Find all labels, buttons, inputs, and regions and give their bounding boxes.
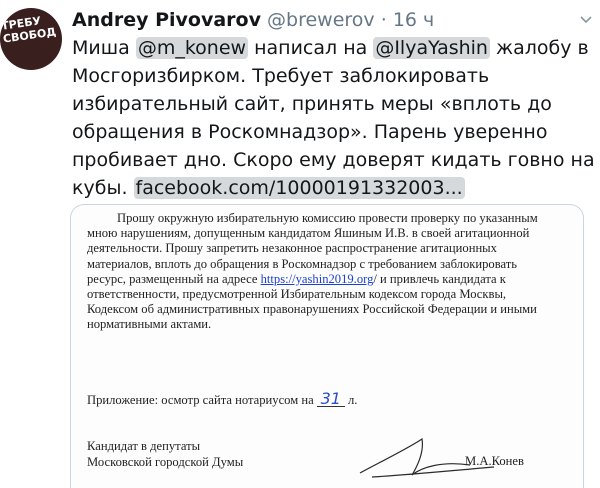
- signer-role-line: Московской городской Думы: [87, 455, 244, 469]
- tweet-time[interactable]: 16 ч: [392, 9, 435, 31]
- author-avatar[interactable]: [0, 8, 62, 70]
- header-separator: ·: [380, 9, 387, 31]
- tweet-text-part: написал на: [248, 37, 374, 59]
- document-scan: [87, 211, 557, 469]
- attachment-label: Приложение: осмотр сайта нотариусом на: [87, 393, 317, 407]
- tweet-text-part: жалобу в Мосгоризбирком. Требует заблокировать избирательный сайт, принять меры «вплоть до обращения в Роскомнадзор». Парень уверенно пробивает дно. Скоро ему доверят кидать говно на кубы.: [72, 37, 595, 199]
- external-link[interactable]: facebook.com/10000191332003...: [135, 177, 463, 199]
- tweet-header: [72, 6, 434, 34]
- attachment-day: 31: [317, 391, 345, 407]
- avatar-text: ТРЕБУ СВОБОД: [0, 14, 57, 46]
- chevron-down-icon[interactable]: [578, 12, 594, 28]
- document-text: / и привлечь кандидата к ответственности, предусмотренной Избирательным кодексом города Москвы, Кодексом об административных правонарушениях Российской Федерации и иными нормативными актами.: [87, 271, 537, 332]
- signer-role-line: Кандидат в депутаты: [87, 439, 201, 453]
- author-name[interactable]: Andrey Pivovarov: [72, 9, 261, 31]
- attachment-line: [87, 391, 357, 408]
- document-paragraph: [87, 211, 557, 333]
- document-text: Прошу окружную избирательную комиссию провести проверку по указанным мною нарушениям, допущенным кандидатом Яшиным И.В. в своей агитационной деятельности. Прошу запретить незаконное распространение агитационных материалов, вплоть до обращения в Роскомнадзор с требованием заблокировать ресурс, размещенный на адресе: [87, 211, 538, 286]
- attached-image[interactable]: [70, 204, 584, 488]
- document-link: https://yashin2019.org: [260, 271, 374, 286]
- tweet-text-part: Миша: [72, 37, 136, 59]
- tweet-text: [72, 34, 597, 202]
- mention-link[interactable]: @m_konew: [137, 37, 247, 59]
- attachment-suffix: л.: [344, 393, 358, 407]
- signer-role: [87, 438, 243, 470]
- mention-link[interactable]: @IlyaYashin: [375, 37, 488, 59]
- author-handle[interactable]: @brewerov: [267, 9, 375, 31]
- signer-name: М.А.Конев: [465, 454, 524, 468]
